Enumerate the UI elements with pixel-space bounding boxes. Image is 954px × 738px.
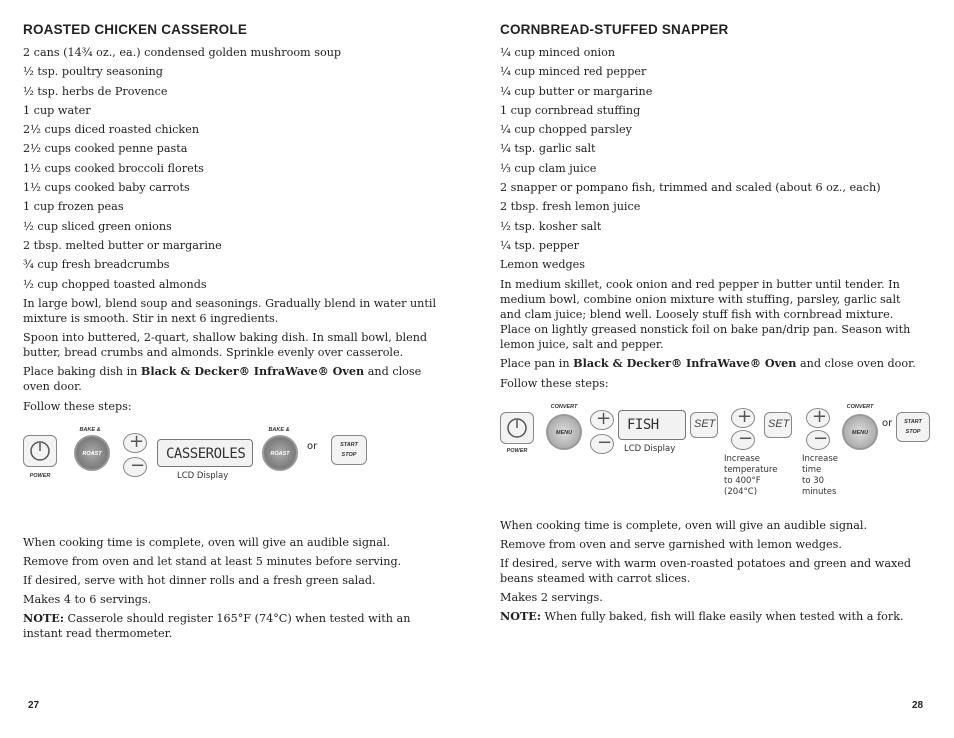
ingredient: ¼ cup butter or margarine [500, 84, 653, 98]
lcd-caption: LCD Display [177, 470, 229, 481]
text: Place baking dish in [23, 364, 141, 378]
control-panel [23, 427, 448, 511]
note-text: Casserole should register 165°F (74°C) when tested with an instant read thermometer. [23, 611, 411, 640]
roast-label: ROAST [270, 450, 290, 457]
after-paragraph: When cooking time is complete, oven will give an audible signal. [500, 518, 868, 532]
lcd-caption: LCD Display [624, 443, 676, 454]
ingredient: 2 snapper or pompano fish, trimmed and scaled (about 6 oz., each) [500, 181, 881, 195]
power-icon [501, 413, 533, 443]
instruction-paragraph: In large bowl, blend soup and seasonings. Gradually blend in water until mixture is smooth. Stir in next 6 ingredients. [23, 296, 437, 325]
control-panel [500, 404, 920, 500]
steps-label: Follow these steps: [23, 399, 132, 413]
ingredient: ¼ cup chopped parsley [500, 123, 632, 137]
power-label: POWER [506, 447, 528, 454]
text: and close oven door. [23, 364, 422, 393]
plus-icon: + [596, 407, 612, 429]
bake-roast-button[interactable] [262, 435, 298, 471]
start-stop-button[interactable] [331, 435, 367, 465]
stop-label: STOP [341, 451, 357, 458]
note-label: NOTE: [500, 608, 541, 623]
left-recipe [23, 18, 448, 645]
plus-button[interactable] [123, 430, 147, 453]
ingredient: ½ cup sliced green onions [23, 219, 172, 233]
caption-line: temperature [724, 464, 778, 475]
instruction-paragraph [500, 356, 920, 371]
set-label: SET [768, 417, 790, 430]
note-paragraph [500, 609, 920, 624]
bake-label: BAKE & [79, 426, 101, 433]
set-button[interactable] [690, 412, 718, 438]
ingredient: ½ cup chopped toasted almonds [23, 277, 207, 291]
start-label: START [340, 441, 358, 448]
text: Place pan in [500, 356, 574, 370]
instruction-paragraph [23, 364, 448, 394]
lcd-text: CASSEROLES [166, 445, 246, 462]
lcd-display [618, 410, 686, 440]
plus-icon: + [737, 405, 753, 427]
ingredient: Lemon wedges [500, 258, 586, 272]
power-button[interactable] [500, 412, 534, 444]
recipe-title: ROASTED CHICKEN CASSEROLE [23, 22, 248, 37]
start-label: START [904, 418, 922, 425]
ingredient: ⅓ cup clam juice [500, 161, 597, 175]
after-paragraph: Makes 4 to 6 servings. [23, 592, 152, 606]
plus-button[interactable] [590, 407, 614, 430]
ingredient: ½ tsp. poultry seasoning [23, 65, 163, 79]
convert-label: CONVERT [846, 403, 874, 410]
set-button[interactable] [764, 412, 792, 438]
steps-label: Follow these steps: [500, 376, 609, 390]
bake-roast-button[interactable] [74, 435, 110, 471]
minus-button[interactable] [731, 427, 755, 450]
ingredient-list [23, 43, 448, 294]
page-number-left: 27 [28, 700, 40, 711]
after-paragraph: When cooking time is complete, oven will give an audible signal. [23, 535, 391, 549]
note-text: When fully baked, fish will flake easily when tested with a fork. [540, 609, 904, 623]
after-paragraph: Remove from oven and serve garnished with lemon wedges. [500, 537, 842, 551]
caption-line: Increase [724, 453, 760, 464]
ingredient: ½ tsp. herbs de Provence [23, 84, 168, 98]
plus-icon: + [129, 430, 145, 452]
bake-label: BAKE & [268, 426, 290, 433]
after-paragraph: Remove from oven and let stand at least 5 minutes before serving. [23, 554, 402, 568]
ingredient: 2½ cups diced roasted chicken [23, 123, 200, 137]
caption-line: minutes [802, 486, 837, 497]
ingredient: ¼ cup minced onion [500, 46, 616, 59]
after-steps [23, 535, 448, 641]
caption-line: Increase [802, 453, 838, 464]
plus-button[interactable] [806, 405, 830, 428]
right-recipe [500, 18, 920, 628]
minus-button[interactable] [123, 454, 147, 477]
text: and close oven door. [796, 356, 916, 370]
ingredient: 1 cup frozen peas [23, 200, 124, 214]
note-paragraph [23, 611, 448, 641]
or-label: or [307, 440, 318, 452]
minus-icon: − [130, 454, 146, 476]
power-label: POWER [29, 472, 51, 479]
after-steps [500, 518, 920, 624]
page-number-right: 28 [912, 700, 924, 711]
ingredient-list [500, 43, 920, 275]
lcd-text: FISH [627, 416, 659, 433]
ingredient: 2 tbsp. fresh lemon juice [500, 200, 641, 214]
brand-name: Black & Decker® InfraWave® Oven [573, 355, 797, 370]
power-button[interactable] [23, 435, 57, 467]
roast-label: ROAST [82, 450, 102, 457]
ingredient: 2 cans (14¾ oz., ea.) condensed golden mushroom soup [23, 46, 342, 59]
note-label: NOTE: [23, 610, 64, 625]
plus-icon: + [812, 405, 828, 427]
caption-line: to 400°F [724, 475, 761, 486]
minus-button[interactable] [590, 431, 614, 454]
caption-line: (204°C) [724, 486, 758, 497]
menu-label: MENU [555, 429, 573, 436]
minus-icon: − [738, 427, 754, 449]
ingredient: ¼ tsp. pepper [500, 238, 579, 252]
temperature-caption [724, 454, 777, 498]
caption-line: time [802, 464, 822, 475]
menu-label: MENU [851, 429, 869, 436]
stop-label: STOP [905, 428, 921, 435]
after-paragraph: Makes 2 servings. [500, 590, 603, 604]
instruction-paragraph: Spoon into buttered, 2-quart, shallow baking dish. In small bowl, blend butter, bread crumbs and almonds. Sprinkle evenly over casserole. [23, 330, 428, 359]
ingredient: ¼ cup minced red pepper [500, 65, 647, 79]
ingredient: 1½ cups cooked broccoli florets [23, 161, 204, 175]
ingredient: ½ tsp. kosher salt [500, 219, 602, 233]
ingredient: 1 cup water [23, 103, 91, 117]
recipe-title: CORNBREAD-STUFFED SNAPPER [500, 22, 729, 37]
ingredient: 2 tbsp. melted butter or margarine [23, 238, 222, 252]
brand-name: Black & Decker® InfraWave® Oven [140, 363, 365, 378]
ingredient: ¾ cup fresh breadcrumbs [23, 258, 170, 272]
minus-icon: − [813, 427, 829, 449]
minus-button[interactable] [806, 427, 830, 450]
lcd-display [157, 439, 253, 467]
plus-button[interactable] [731, 405, 755, 428]
set-label: SET [694, 417, 716, 430]
after-paragraph: If desired, serve with warm oven-roasted potatoes and green and waxed beans steamed with carrot slices. [500, 556, 912, 585]
ingredient: 1½ cups cooked baby carrots [23, 181, 190, 195]
ingredient: 1 cup cornbread stuffing [500, 103, 641, 117]
time-caption [802, 454, 838, 498]
ingredient: 2½ cups cooked penne pasta [23, 142, 188, 156]
convert-label: CONVERT [550, 403, 578, 410]
menu-button[interactable] [546, 414, 582, 450]
power-icon [24, 436, 56, 466]
or-label: or [882, 417, 893, 429]
caption-line: to 30 [802, 475, 825, 486]
minus-icon: − [597, 431, 613, 453]
menu-button[interactable] [842, 414, 878, 450]
ingredient: ¼ tsp. garlic salt [500, 142, 596, 156]
instruction-paragraph: In medium skillet, cook onion and red pepper in butter until tender. In medium bowl, combine onion mixture with stuffing, parsley, garlic salt and clam juice; blend well. Loosely stuff fish with cornbread mixture. Place on lightly greased nonstick foil on bake pan/drip pan. Season with lemon juice, salt and pepper. [500, 277, 911, 351]
start-stop-button[interactable] [896, 412, 930, 442]
after-paragraph: If desired, serve with hot dinner rolls and a fresh green salad. [23, 573, 376, 587]
